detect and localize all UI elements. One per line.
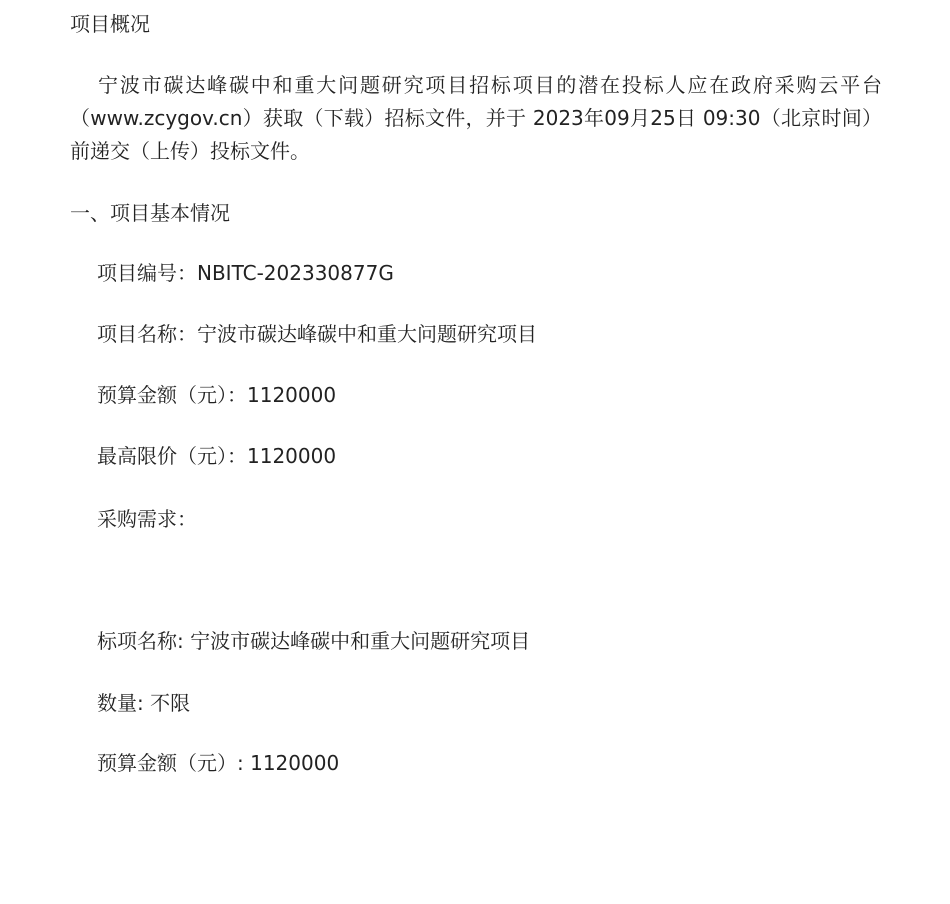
lot-name: 标项名称: 宁波市碳达峰碳中和重大问题研究项目 (97, 629, 531, 653)
lot-budget-amount: 预算金额（元）: 1120000 (97, 751, 340, 775)
project-name: 项目名称：宁波市碳达峰碳中和重大问题研究项目 (97, 322, 537, 346)
overview-paragraph: 宁波市碳达峰碳中和重大问题研究项目招标项目的潜在投标人应在政府采购云平台（www.zcygov.cn）获取（下载）招标文件，并于 2023年09月25日 09:30（北京时间）前递交（上传）投标文件。 (70, 73, 882, 163)
budget-amount: 预算金额（元）：1120000 (97, 383, 337, 407)
overview-title: 项目概况 (70, 12, 150, 36)
project-number: 项目编号：NBITC-202330877G (97, 261, 394, 285)
procurement-requirement-label: 采购需求： (97, 507, 197, 531)
max-price: 最高限价（元）：1120000 (97, 444, 337, 468)
lot-quantity: 数量: 不限 (97, 691, 191, 715)
section-basic-info-title: 一、项目基本情况 (70, 201, 230, 225)
